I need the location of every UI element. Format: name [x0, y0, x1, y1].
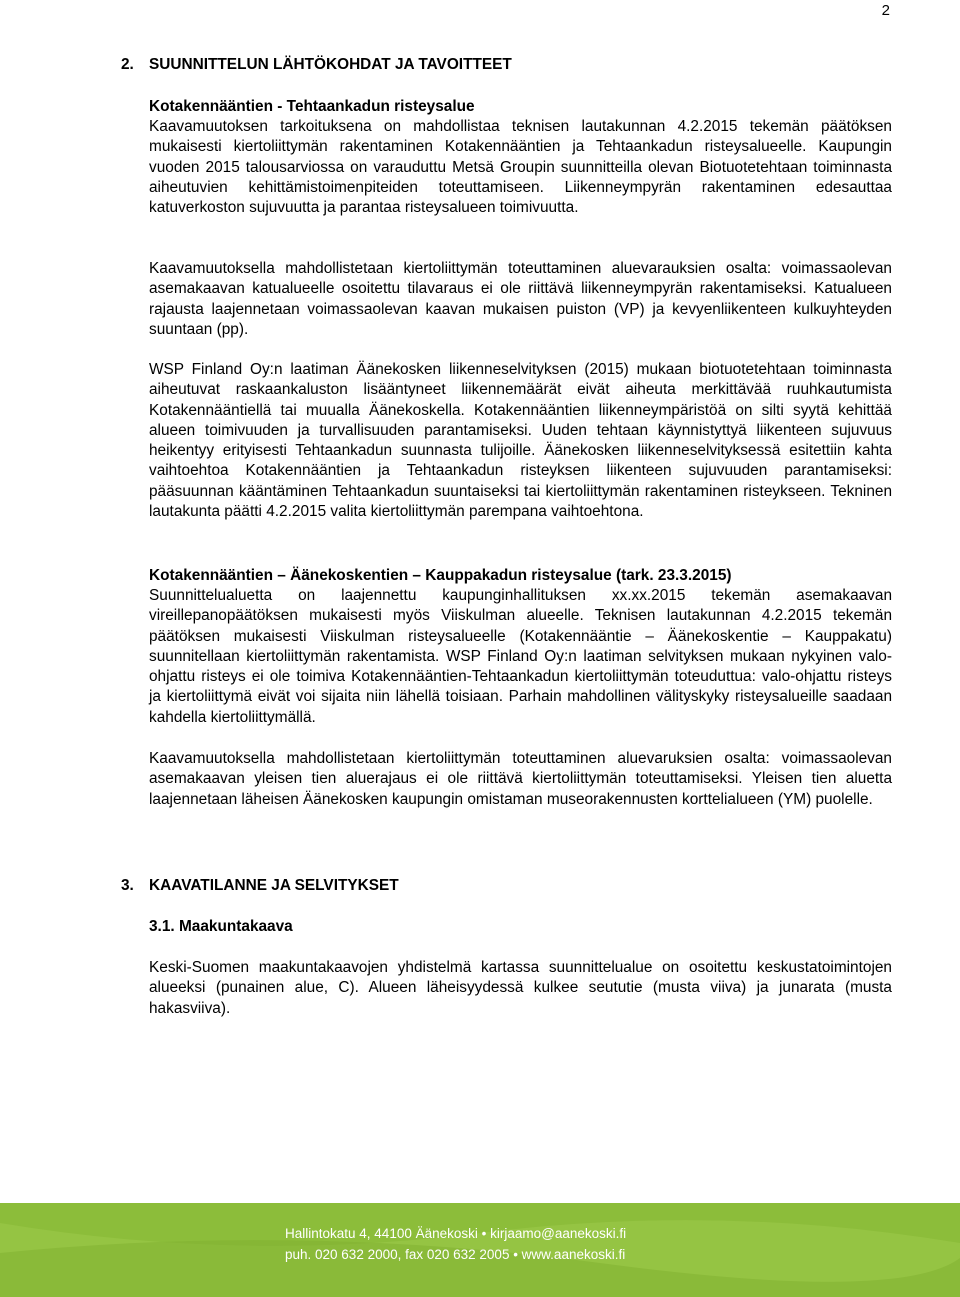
footer-phone: puh. 020 632 2000, fax 020 632 2005 • www.aanekoski.fi: [285, 1247, 626, 1262]
subsection-title-2: Kotakennääntien – Äänekoskentien – Kauppakadun risteysalue (tark. 23.3.2015): [149, 567, 732, 584]
subsection-3-1-number: 3.1.: [149, 918, 175, 935]
paragraph-6: Keski-Suomen maakuntakaavojen yhdistelmä kartassa suunnittelualue on osoitettu keskustatoimintojen alueeksi (punainen alue, C). Alueen läheisyydessä kulkee seututie (musta viiva) ja junarata (musta hakasviiva).: [149, 959, 892, 1017]
section-3-heading: [121, 877, 399, 895]
subsection-title-1: Kotakennääntien - Tehtaankadun risteysalue: [149, 98, 475, 115]
paragraph-5: Kaavamuutoksella mahdollistetaan kiertoliittymän toteuttaminen aluevaruksien osalta: voimassaolevan asemakaavan yleisen tien aluerajaus ei ole riittävä kiertoliittymän toteuttamiseksi. Yleisen tien aluetta laajennetaan läheisen Äänekosken kaupungin omistaman museorakennusten korttelialueen (YM) puolelle.: [149, 750, 892, 808]
section-3-number: 3.: [121, 877, 134, 894]
footer-contact: [285, 1223, 626, 1265]
paragraph-4: Suunnittelualuetta on laajennettu kaupunginhallituksen xx.xx.2015 tekemän asemakaavan vireillepanopäätöksen mukaisesti myös Viiskulman alueelle. Teknisen lautakunnan 4.2.2015 tekemän päätöksen mukaisesti Viiskulman risteysalueelle (Kotakennääntie – Äänekoskentie – Kauppakatu) suunnitellaan kiertoliittymän rakentamista. WSP Finland Oy:n laatiman selvityksen mukaan nykyinen valo-ohjattu risteys ei ole toimiva Kotakennääntien-Tehtaankadun kiertoliittymän toteuduttua: valo-ohjattu risteys ja kiertoliittymä eivät voi sijaita niin lähellä toisiaan. Parhain mahdollinen välityskyky risteysalueille saadaan kahdella kiertoliittymällä.: [149, 587, 892, 726]
section-3-title: KAAVATILANNE JA SELVITYKSET: [149, 877, 399, 894]
footer-address: Hallintokatu 4, 44100 Äänekoski • kirjaamo@aanekoski.fi: [285, 1226, 627, 1241]
section-2-number: 2.: [121, 56, 134, 73]
subsection-3-1-title: Maakuntakaava: [178, 918, 293, 935]
paragraph-1: Kaavamuutoksen tarkoituksena on mahdollistaa teknisen lautakunnan 4.2.2015 tekemän päätöksen mukaisesti kiertoliittymän rakentaminen Kotakennääntien ja Tehtaankadun risteysalueelle. Kaupungin vuoden 2015 talousarviossa on varauduttu Metsä Groupin suunnitteilla olevan Biotuotetehtaan toiminnasta aiheutuvien kehittämistoimenpiteiden toteuttamiseen. Liikenneympyrän rakentaminen edesauttaa katuverkoston sujuvuutta ja parantaa risteysalueen toimivuutta.: [149, 118, 892, 217]
section-2-title: SUUNNITTELUN LÄHTÖKOHDAT JA TAVOITTEET: [149, 56, 512, 73]
paragraph-3: WSP Finland Oy:n laatiman Äänekosken liikenneselvityksen (2015) mukaan biotuotetehtaan toiminnasta aiheutuvat raskaankaluston lisääntyneet liikennemäärät eivät aiheuta merkittävää ruuhkautumista Kotakennääntiellä tai muualla Äänekoskella. Kotakennääntien liikenneympäristöä on silti syytä kehittää alueen toimivuuden ja turvallisuuden parantamiseksi. Uuden tehtaan käynnistyttyä liikenteen sujuvuus heikentyy erityisesti Tehtaankadun suunnasta tulijoille. Äänekosken liikenneselvityksessä esitettiin kahta vaihtoehtoa Kotakennääntien ja Tehtaankadun risteyksen liikenteen sujuvuuden parantamiseksi: pääsuunnan kääntäminen Tehtaankadun suuntaiseksi tai kiertoliittymän rakentaminen risteykseen. Tekninen lautakunta päätti 4.2.2015 valita kiertoliittymän parempana vaihtoehtona.: [149, 361, 892, 521]
section-2-heading: [121, 56, 512, 74]
paragraph-2: Kaavamuutoksella mahdollistetaan kiertoliittymän toteuttaminen aluevarauksien osalta: voimassaolevan asemakaavan katualueelle osoitettu tilavaraus ei ole riittävä liikenneympyrän rakentamiseksi. Katualueen rajausta laajennetaan voimassaolevan kaavan mukaisen puiston (VP) ja kevyenliikenteen kulkuyhteyden suuntaan (pp).: [149, 260, 892, 338]
page-number: 2: [881, 2, 890, 19]
subsection-3-1-heading: [149, 918, 293, 936]
